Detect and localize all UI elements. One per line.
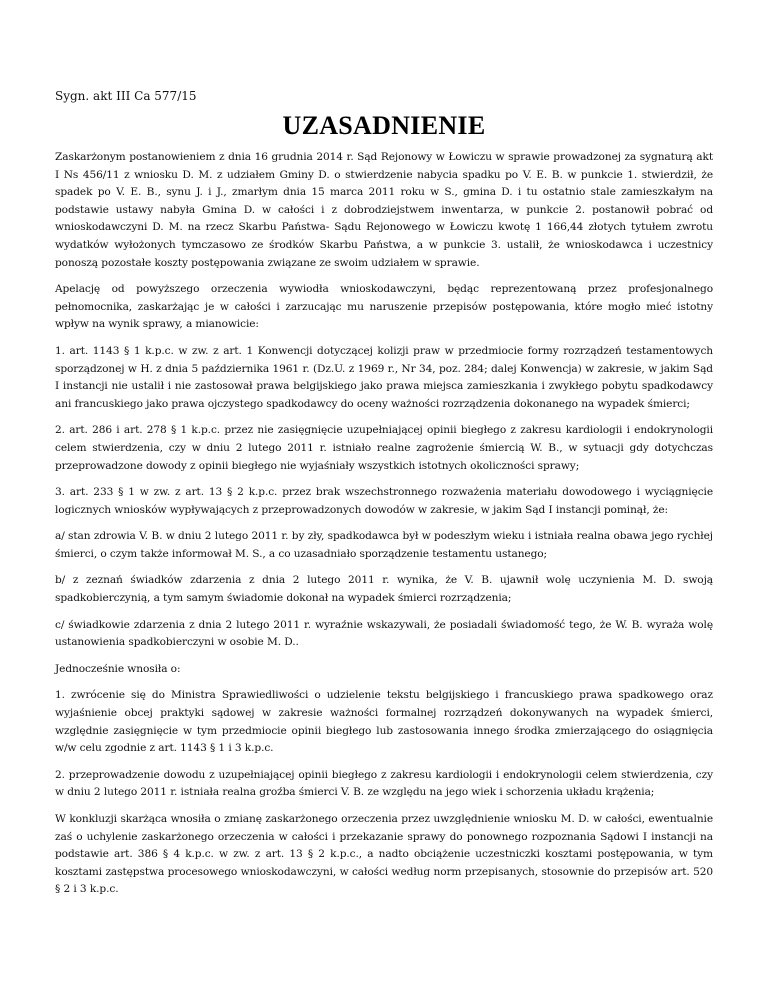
paragraph-appeal-intro: Apelację od powyższego orzeczenia wywiodła wnioskodawczyni, będąc reprezentowaną przez profesjonalnego pełnomocnika, zaskarżając je w całości i zarzucając mu naruszenie przepisów postępowania, które mogło mieć istotny wpływ na wynik sprawy, a mianowicie: [55,283,713,331]
paragraph-point-c: c/ świadkowie zdarzenia z dnia 2 lutego 2011 r. wyraźnie wskazywali, że posiadali świadomość tego, że W. B. wyraża wolę ustanowienia spadkobierczyni w osobie M. D.. [55,618,713,649]
paragraph-point-b: b/ z zeznań świadków zdarzenia z dnia 2 lutego 2011 r. wynika, że V. B. ujawnił wolę uczynienia M. D. swoją spadkobierczynią, a tym samym świadomie dokonał na wypadek śmierci rozrządzenia; [55,574,713,605]
paragraph-motion-2: 2. przeprowadzenie dowodu z uzupełniającej opinii biegłego z zakresu kardiologii i endokrynologii celem stwierdzenia, czy w dniu 2 lutego 2011 r. istniała realna groźba śmierci V. B. ze względu na jego wiek i schorzenia układu krążenia; [55,768,713,799]
case-signature: Sygn. akt III Ca 577/15 [55,89,197,103]
paragraph-motions-intro: Jednocześnie wnosiła o: [55,662,181,675]
paragraph-charge-3: 3. art. 233 § 1 w zw. z art. 13 § 2 k.p.c. przez brak wszechstronnego rozważenia materiału dowodowego i wyciągnięcie logicznych wniosków wypływających z przeprowadzonych dowodów w zakresie, w jakim Sąd I instancji pominął, że: [55,486,713,516]
paragraph-motion-1: 1. zwrócenie się do Ministra Sprawiedliwości o udzielenie tekstu belgijskiego i francuskiego prawa spadkowego oraz wyjaśnienie obcej praktyki sądowej w zakresie ważności formalnej rozrządzeń dokonywanych na wypadek śmierci, względnie zasięgnięcie w tym przedmiocie opinii biegłego lub zastosowania innego środka zmierzającego do osiągnięcia w/w celu zgodnie z art. 1143 § 1 i 3 k.p.c. [55,689,713,755]
document-page [55,88,713,908]
document-title: UZASADNIENIE [282,111,486,140]
paragraph-conclusion: W konkluzji skarżąca wnosiła o zmianę zaskarżonego orzeczenia przez uwzględnienie wniosku M. D. w całości, ewentualnie zaś o uchylenie zaskarżonego orzeczenia w całości i przekazanie sprawy do ponownego rozpoznania Sądowi I instancji na podstawie art. 386 § 4 k.p.c. w zw. z art. 13 § 2 k.p.c., a nadto obciążenie uczestniczki kosztami postępowania, w tym kosztami zastępstwa procesowego wnioskodawczyni, w całości według norm przepisanych, stosownie do przepisów art. 520 § 2 i 3 k.p.c. [55,813,713,896]
paragraph-charge-2: 2. art. 286 i art. 278 § 1 k.p.c. przez nie zasięgnięcie uzupełniającej opinii biegłego z zakresu kardiologii i endokrynologii celem stwierdzenia, czy w dniu 2 lutego 2011 r. istniało realne zagrożenie śmiercią W. B., w sytuacji gdy dotychczas przeprowadzone dowody z opinii biegłego nie wyjaśniały wszystkich istotnych okoliczności sprawy; [55,424,713,472]
paragraph-charge-1: 1. art. 1143 § 1 k.p.c. w zw. z art. 1 Konwencji dotyczącej kolizji praw w przedmiocie formy rozrządzeń testamentowych sporządzonej w H. z dnia 5 października 1961 r. (Dz.U. z 1969 r., Nr 34, poz. 284; dalej Konwencja) w zakresie, w jakim Sąd I instancji nie ustalił i nie zastosował prawa belgijskiego jako prawa miejsca zamieszkania i zwykłego pobytu spadkodawcy ani francuskiego jako prawa ojczystego spadkodawcy do oceny ważności rozrządzenia dokonanego na wypadek śmierci; [55,344,713,410]
paragraph-point-a: a/ stan zdrowia V. B. w dniu 2 lutego 2011 r. by zły, spadkodawca był w podeszłym wieku i istniała realna obawa jego rychłej śmierci, o czym także informował M. S., a co uzasadniało sporządzenie testamentu ustanego; [55,530,713,560]
paragraph-ruling: Zaskarżonym postanowieniem z dnia 16 grudnia 2014 r. Sąd Rejonowy w Łowiczu w sprawie prowadzonej za sygnaturą akt I Ns 456/11 z wniosku D. M. z udziałem Gminy D. o stwierdzenie nabycia spadku po V. E. B. w punkcie 1. stwierdził, że spadek po V. E. B., synu J. i J., zmarłym dnia 15 marca 2011 roku w S., gmina D. i tu ostatnio stale zamieszkałym na podstawie ustawy nabyła Gmina D. w całości i z dobrodziejstwem inwentarza, w punkcie 2. postanowił pobrać od wnioskodawczyni D. M. na rzecz Skarbu Państwa- Sądu Rejonowego w Łowiczu kwotę 1 166,44 złotych tytułem zwrotu wydatków wyłożonych tymczasowo ze środków Skarbu Państwa, a w punkcie 3. ustalił, że wnioskodawca i uczestnicy ponoszą pozostałe koszty postępowania związane ze swoim udziałem w sprawie. [55,151,713,269]
